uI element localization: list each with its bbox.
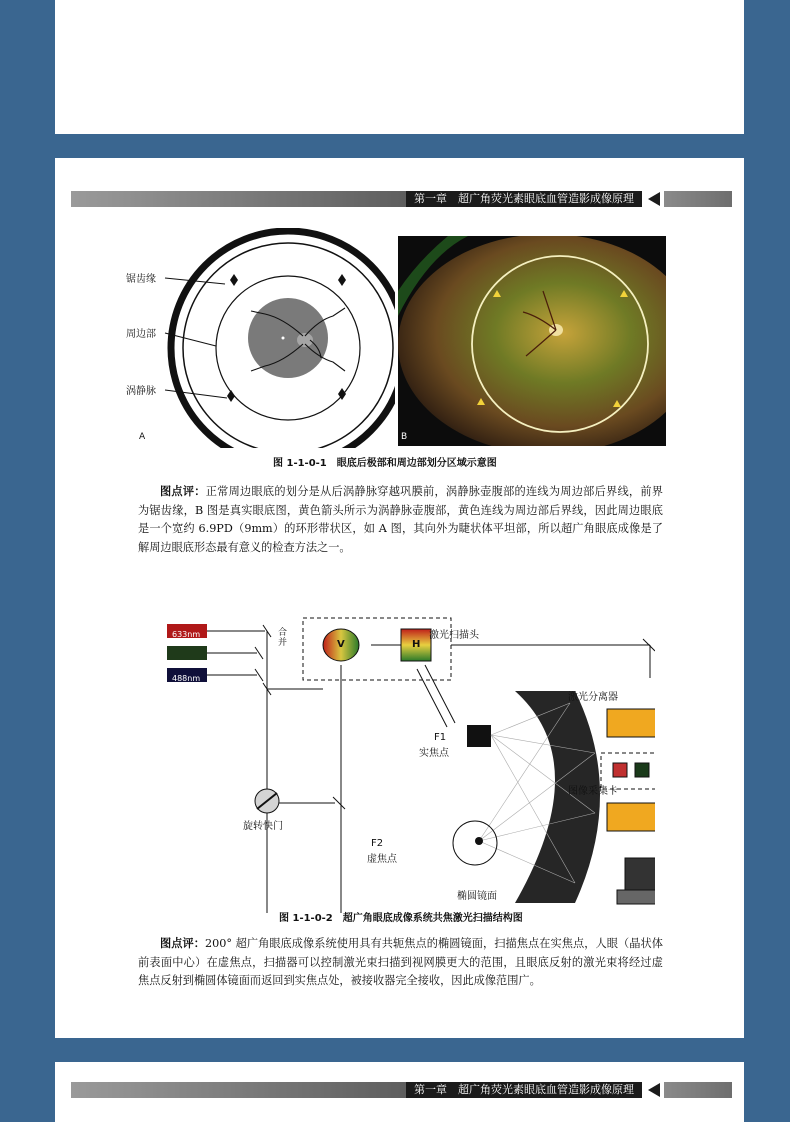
label-vortex-vein: 涡静脉 xyxy=(126,386,156,397)
header-arrow-icon xyxy=(648,1083,660,1097)
figure-b-fundus-photo xyxy=(398,236,666,446)
document-page xyxy=(55,158,744,1038)
label-splitter: 激光分离器 xyxy=(568,692,618,703)
label-488nm: 488nm xyxy=(172,674,201,683)
comment-lead: 图点评： xyxy=(160,936,205,950)
comment-lead: 图点评： xyxy=(160,484,206,498)
comment-text: 正常周边眼底的划分是从后涡静脉穿越巩膜前，涡静脉壶腹部的连线为周边部后界线，前界为锯齿缘，B 图是真实眼底图，黄色箭头所示为涡静脉壶腹部，黄色连线为周边部后界线，因此周边眼底是一个宽约 6.9PD（9mm）的环形带状区，如 A 图，其向外为睫状体平坦部，所以超广角眼底成像是了解周边眼底形态最有意义的检查方法之一。 xyxy=(138,485,663,554)
label-h: H xyxy=(412,639,421,650)
label-633nm: 633nm xyxy=(172,630,201,639)
next-page-fragment xyxy=(55,1062,744,1122)
previous-page-fragment xyxy=(55,0,744,134)
chapter-header-bar xyxy=(71,1082,732,1098)
figure-a-diagram xyxy=(75,228,395,448)
chapter-title: 第一章 超广角荧光素眼底血管造影成像原理 xyxy=(406,1082,642,1098)
label-f1-desc: 实焦点 xyxy=(419,748,449,759)
figure2-comment xyxy=(138,934,663,991)
label-panel-b: B xyxy=(401,432,408,442)
chapter-header-bar xyxy=(71,191,732,207)
comment-text: 200° 超广角眼底成像系统使用具有共轭焦点的椭圆镜面，扫描焦点在实焦点，人眼（晶状体前表面中心）在虚焦点，扫描器可以控制激光束扫描到视网膜更大的范围，且眼底反射的激光束将经过虚焦点反射到椭圆体镜面而返回到实焦点处，被接收器完全接收，因此成像范围广。 xyxy=(138,937,663,987)
label-periphery: 周边部 xyxy=(126,329,156,340)
label-shutter: 旋转快门 xyxy=(243,821,283,832)
figure1-comment xyxy=(138,482,663,557)
label-f2-desc: 虚焦点 xyxy=(367,854,397,865)
label-ora-serrata: 锯齿缘 xyxy=(126,274,156,285)
label-v: V xyxy=(337,639,345,650)
label-f1: F1 xyxy=(434,732,447,743)
figure2-caption: 图 1-1-0-2 超广角眼底成像系统共焦激光扫描结构图 xyxy=(279,913,523,924)
label-panel-a: A xyxy=(139,432,146,442)
figure1-caption: 图 1-1-0-1 眼底后极部和周边部划分区域示意图 xyxy=(273,458,497,469)
label-combine: 合并 xyxy=(278,628,288,648)
header-arrow-icon xyxy=(648,192,660,206)
label-capture-card: 图像采集卡 xyxy=(568,786,618,797)
label-f2: F2 xyxy=(371,838,384,849)
label-mirror: 椭圆镜面 xyxy=(457,891,497,902)
figure2-optics xyxy=(155,613,655,913)
chapter-title: 第一章 超广角荧光素眼底血管造影成像原理 xyxy=(406,191,642,207)
label-scan-head: 激光扫描头 xyxy=(429,630,479,641)
